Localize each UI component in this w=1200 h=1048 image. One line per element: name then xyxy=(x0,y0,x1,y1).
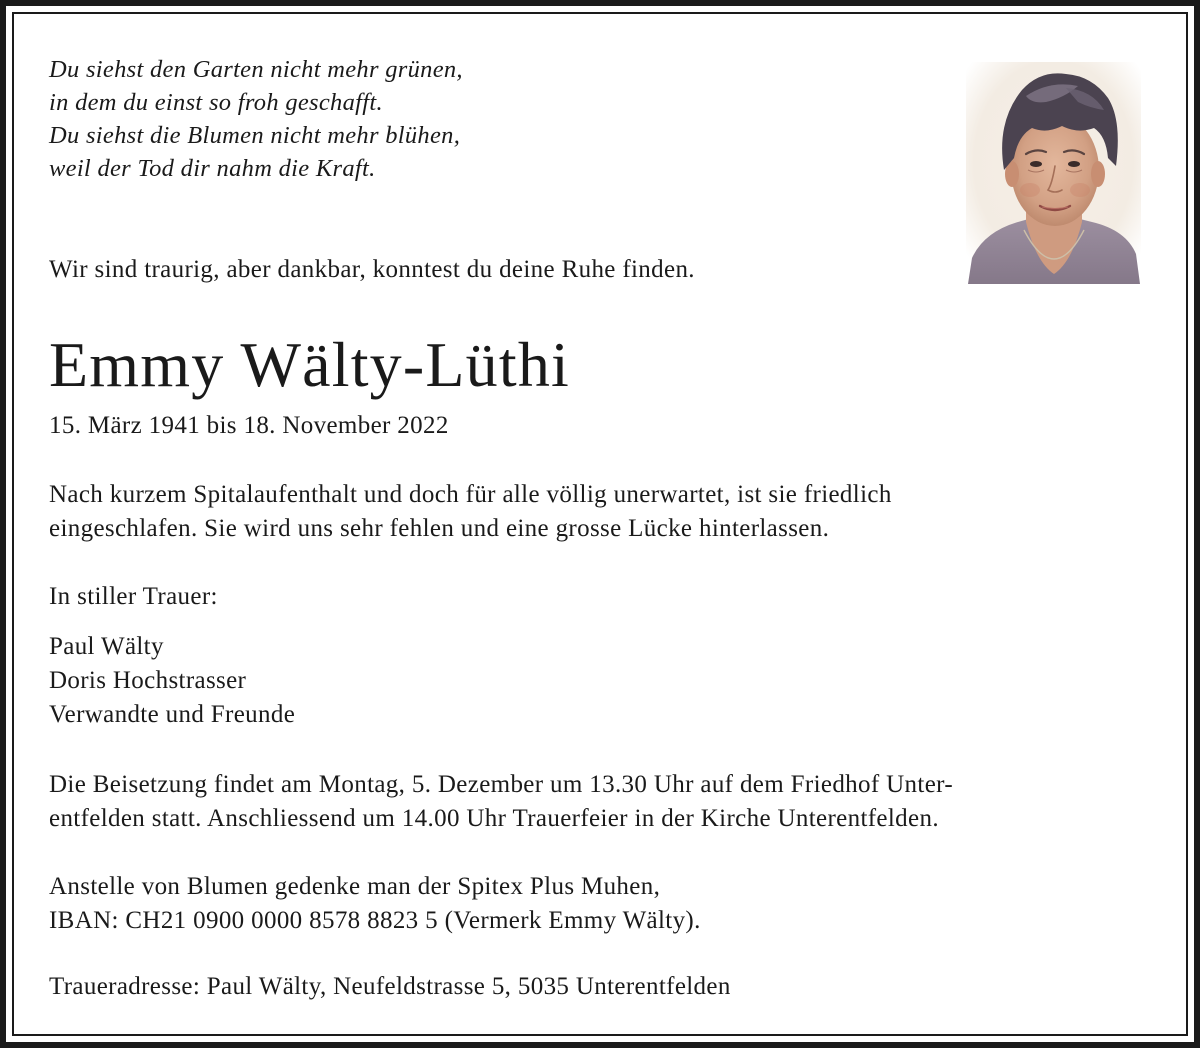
mourner-item: Paul Wälty xyxy=(49,633,164,660)
portrait-photo xyxy=(966,62,1141,284)
life-dates: 15. März 1941 bis 18. November 2022 xyxy=(49,412,449,439)
deceased-name: Emmy Wälty-Lüthi xyxy=(49,329,571,400)
message-line: Nach kurzem Spitalaufenthalt und doch für alle völlig unerwartet, ist sie friedlich xyxy=(49,481,892,508)
mourning-label-text: In stiller Trauer: xyxy=(49,583,218,610)
mourner-item: Doris Hochstrasser xyxy=(49,667,247,694)
donation-line: Anstelle von Blumen gedenke man der Spitex Plus Muhen, xyxy=(49,873,661,900)
intro-text: Wir sind traurig, aber dankbar, konntest du deine Ruhe finden. xyxy=(49,256,695,283)
donation-iban-line: IBAN: CH21 0900 0000 8578 8823 5 (Vermerk Emmy Wälty). xyxy=(49,907,701,934)
mourning-label xyxy=(49,580,1139,614)
message-line: eingeschlafen. Sie wird uns sehr fehlen und eine grosse Lücke hinterlassen. xyxy=(49,515,830,542)
poem-line: Du siehst die Blumen nicht mehr blühen, xyxy=(49,122,461,149)
message-paragraph xyxy=(49,478,1139,546)
funeral-paragraph xyxy=(49,768,1139,836)
mourner-item: Verwandte und Freunde xyxy=(49,701,296,728)
poem-line: weil der Tod dir nahm die Kraft. xyxy=(49,155,376,182)
mourners-list xyxy=(49,630,1139,732)
obituary-notice xyxy=(49,0,1139,1048)
funeral-line: Die Beisetzung findet am Montag, 5. Dezember um 13.30 Uhr auf dem Friedhof Unter- xyxy=(49,771,953,798)
poem-line: in dem du einst so froh geschafft. xyxy=(49,89,383,116)
funeral-line: entfelden statt. Anschliessend um 14.00 Uhr Trauerfeier in der Kirche Unterentfelden. xyxy=(49,805,939,832)
donation-paragraph xyxy=(49,870,1139,938)
mourning-address xyxy=(49,970,1139,1004)
memorial-poem xyxy=(49,53,889,185)
poem-line: Du siehst den Garten nicht mehr grünen, xyxy=(49,56,463,83)
address-line: Traueradresse: Paul Wälty, Neufeldstrasse 5, 5035 Unterentfelden xyxy=(49,973,731,1000)
